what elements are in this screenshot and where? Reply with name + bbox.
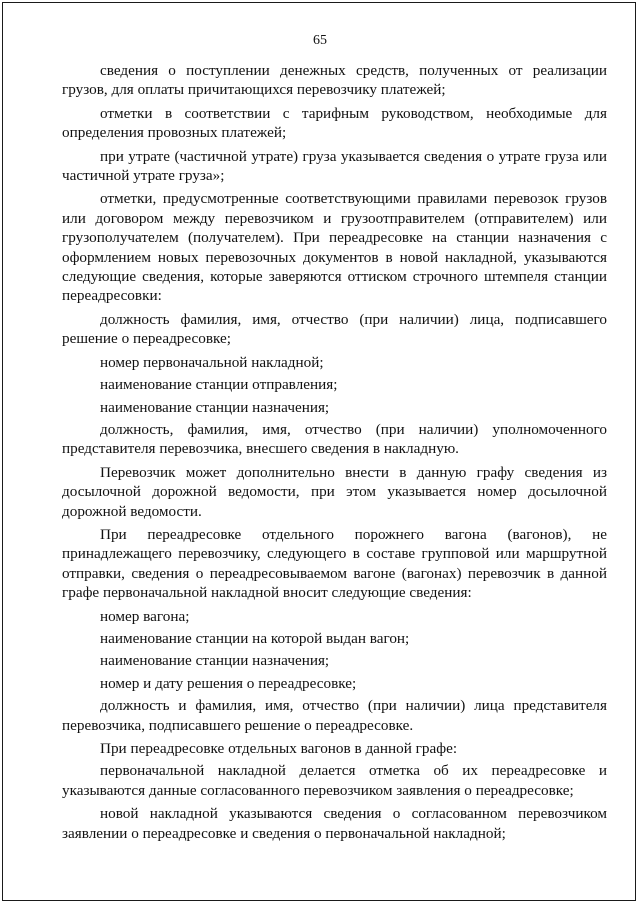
paragraph-17: При переадресовке отдельных вагонов в данной графе: bbox=[100, 740, 458, 757]
paragraph-10: Перевозчик может дополнительно внести в данную графу сведения из досылочной дорожной ведомости, при этом указывается номер досылочной дорожной ведомости. bbox=[62, 463, 607, 520]
paragraph-1: сведения о поступлении денежных средств, полученных от реализации грузов, для оплаты причитающихся перевозчику платежей; bbox=[62, 62, 607, 99]
paragraph-2: отметки в соответствии с тарифным руководством, необходимые для определения провозных платежей; bbox=[62, 104, 607, 142]
paragraph-3: при утрате (частичной утрате) груза указывается сведения о утрате груза или частичной утрате груза»; bbox=[62, 147, 607, 185]
paragraph-8: наименование станции назначения; bbox=[100, 398, 330, 416]
paragraph-6: номер первоначальной накладной; bbox=[100, 353, 324, 371]
paragraph-5: должность фамилия, имя, отчество (при наличии) лица, подписавшего решение о переадресовке; bbox=[62, 310, 607, 348]
paragraph-19: новой накладной указываются сведения о согласованном перевозчиком заявлении о переадресовке и сведения о первоначальной накладной; bbox=[62, 805, 607, 842]
page-number: 65 bbox=[313, 33, 327, 48]
paragraph-12: номер вагона; bbox=[100, 607, 190, 625]
paragraph-15: номер и дату решения о переадресовке; bbox=[100, 674, 357, 692]
paragraph-13: наименование станции на которой выдан вагон; bbox=[100, 629, 410, 647]
document-body bbox=[62, 61, 607, 847]
paragraph-18: первоначальной накладной делается отметка об их переадресовке и указываются данные согласованного перевозчиком заявления о переадресовке; bbox=[62, 762, 607, 799]
paragraph-16: должность и фамилия, имя, отчество (при наличии) лица представителя перевозчика, подписавшего решение о переадресовке. bbox=[62, 697, 607, 734]
paragraph-7: наименование станции отправления; bbox=[100, 376, 338, 394]
paragraph-14: наименование станции назначения; bbox=[100, 652, 330, 670]
paragraph-9: должность, фамилия, имя, отчество (при наличии) уполномоченного представителя перевозчика, внесшего сведения в накладную. bbox=[62, 420, 607, 458]
paragraph-4: отметки, предусмотренные соответствующими правилами перевозок грузов или договором между перевозчиком и грузоотправителем (отправителем) или грузополучателем (получателем). При переадресовке на станции назначения с оформлением новых перевозочных документов в новой накладной, указываются следующие сведения, которые заверяются оттиском строчного штемпеля станции переадресовки: bbox=[62, 190, 607, 305]
paragraph-11: При переадресовке отдельного порожнего вагона (вагонов), не принадлежащего перевозчику, следующего в составе групповой или маршрутной отправки, сведения о переадресовываемом вагоне (вагонах) перевозчик в данной графе первоначальной накладной вносит следующие сведения: bbox=[62, 525, 607, 602]
